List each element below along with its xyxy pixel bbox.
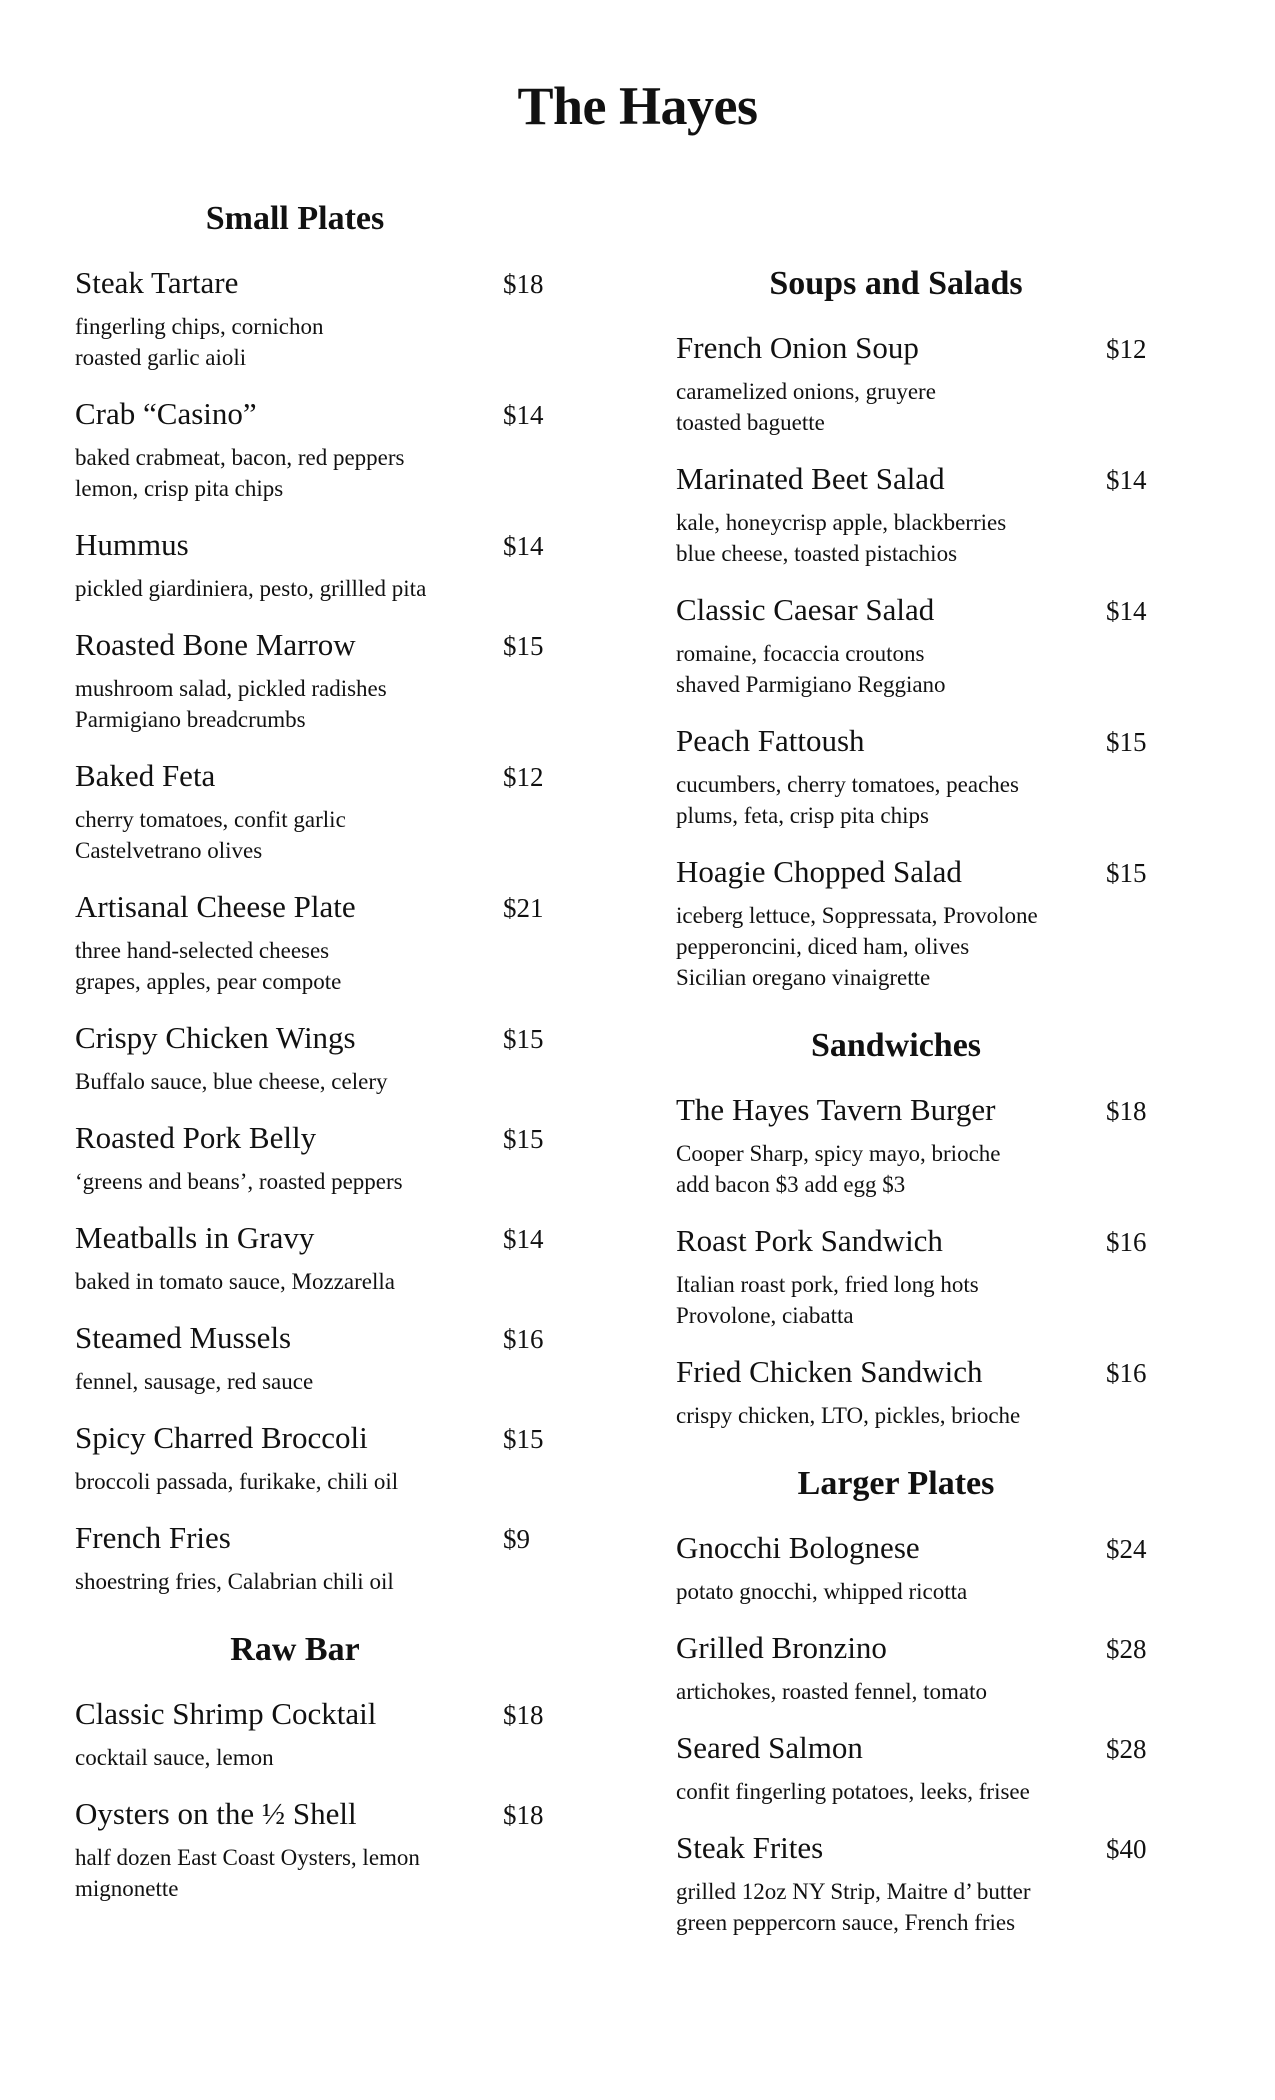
description-line: crispy chicken, LTO, pickles, brioche	[676, 1403, 1021, 1428]
menu-column-left	[75, 195, 575, 1927]
description-line: baked crabmeat, bacon, red peppers	[75, 445, 405, 470]
menu-item-description	[676, 1576, 1176, 1607]
menu-item-price: $16	[1106, 1227, 1147, 1257]
description-line: plums, feta, crisp pita chips	[676, 803, 929, 828]
menu-item-header	[75, 1120, 575, 1160]
description-line: caramelized onions, gruyere	[676, 379, 936, 404]
menu-item-price: $24	[1106, 1534, 1147, 1564]
menu-item	[75, 627, 575, 735]
menu-item-header	[676, 592, 1176, 632]
menu-item-description	[75, 673, 575, 735]
menu-item-price: $18	[503, 1700, 544, 1730]
menu-item-price: $15	[503, 1024, 544, 1054]
menu-item-name: Seared Salmon	[676, 1730, 863, 1765]
menu-item-header	[75, 1796, 575, 1836]
menu-item-description	[676, 1269, 1176, 1331]
menu-item	[75, 527, 575, 604]
description-line: Italian roast pork, fried long hots	[676, 1272, 979, 1297]
description-line: artichokes, roasted fennel, tomato	[676, 1679, 988, 1704]
description-line: kale, honeycrisp apple, blackberries	[676, 510, 1007, 535]
menu-item	[75, 1420, 575, 1497]
menu-item-name: Crispy Chicken Wings	[75, 1020, 356, 1055]
menu-item-price: $28	[1106, 1734, 1147, 1764]
menu-item-name: Crab “Casino”	[75, 396, 257, 431]
description-line: blue cheese, toasted pistachios	[676, 541, 958, 566]
description-line: Sicilian oregano vinaigrette	[676, 965, 931, 990]
description-line: shaved Parmigiano Reggiano	[676, 672, 946, 697]
menu-item	[676, 1630, 1176, 1707]
menu-item-description	[676, 507, 1176, 569]
menu-item	[676, 1530, 1176, 1607]
menu-item	[676, 723, 1176, 831]
menu-item-description	[75, 1742, 575, 1773]
menu-item-price: $18	[503, 269, 544, 299]
menu-item-description	[75, 442, 575, 504]
menu-item-price: $15	[503, 1424, 544, 1454]
description-line: broccoli passada, furikake, chili oil	[75, 1469, 399, 1494]
menu-item-description	[75, 1842, 575, 1904]
menu-item-header	[676, 330, 1176, 370]
menu-item	[676, 854, 1176, 993]
section-heading: Sandwiches	[810, 1027, 982, 1064]
menu-item-name: Spicy Charred Broccoli	[75, 1420, 368, 1455]
menu-item-header	[75, 265, 575, 305]
menu-item-name: Peach Fattoush	[676, 723, 865, 758]
menu-item-header	[75, 1420, 575, 1460]
menu-item-header	[75, 627, 575, 667]
description-line: Provolone, ciabatta	[676, 1303, 854, 1328]
menu-item-price: $14	[1106, 596, 1147, 626]
menu-item-price: $28	[1106, 1634, 1147, 1664]
description-line: roasted garlic aioli	[75, 345, 247, 370]
description-line: grilled 12oz NY Strip, Maitre d’ butter	[676, 1879, 1031, 1904]
menu-item-header	[676, 723, 1176, 763]
menu-item-name: Oysters on the ½ Shell	[75, 1796, 357, 1831]
description-line: ‘greens and beans’, roasted peppers	[75, 1169, 403, 1194]
menu-item-price: $15	[1106, 858, 1147, 888]
description-line: Castelvetrano olives	[75, 838, 263, 863]
menu-item-description	[75, 1266, 575, 1297]
description-line: mushroom salad, pickled radishes	[75, 676, 387, 701]
section-heading: Raw Bar	[230, 1631, 360, 1668]
menu-item	[676, 1092, 1176, 1200]
menu-item-name: Classic Caesar Salad	[676, 592, 935, 627]
menu-item-name: Hoagie Chopped Salad	[676, 854, 962, 889]
menu-item-name: Steak Frites	[676, 1830, 824, 1865]
description-line: fennel, sausage, red sauce	[75, 1369, 314, 1394]
description-line: toasted baguette	[676, 410, 825, 435]
menu-column-right	[676, 260, 1176, 1961]
menu-item-description	[75, 1566, 575, 1597]
menu-item-name: Roast Pork Sandwich	[676, 1223, 943, 1258]
description-line: lemon, crisp pita chips	[75, 476, 284, 501]
menu-item-description	[676, 376, 1176, 438]
menu-item-header	[676, 1530, 1176, 1570]
description-line: baked in tomato sauce, Mozzarella	[75, 1269, 395, 1294]
menu-item-name: Hummus	[75, 527, 189, 562]
menu-item-description	[75, 1366, 575, 1397]
menu-item-price: $16	[503, 1324, 544, 1354]
menu-item-name: Steamed Mussels	[75, 1320, 292, 1355]
menu-item-name: Classic Shrimp Cocktail	[75, 1696, 377, 1731]
menu-item-description	[676, 1138, 1176, 1200]
menu-item-header	[676, 1830, 1176, 1870]
menu-section-raw-bar	[75, 1626, 575, 1904]
menu-item	[75, 1220, 575, 1297]
menu-item-price: $15	[503, 1124, 544, 1154]
menu-item-price: $14	[503, 531, 544, 561]
menu-item-description	[676, 900, 1176, 993]
menu-item	[75, 396, 575, 504]
menu-item-header	[75, 1320, 575, 1360]
menu-item-name: Artisanal Cheese Plate	[75, 889, 356, 924]
menu-item-header	[676, 1730, 1176, 1770]
description-line: Buffalo sauce, blue cheese, celery	[75, 1069, 388, 1094]
menu-item	[75, 889, 575, 997]
menu-item-description	[676, 769, 1176, 831]
description-line: confit fingerling potatoes, leeks, frisee	[676, 1779, 1030, 1804]
menu-item	[75, 1020, 575, 1097]
menu-item-description	[75, 1466, 575, 1497]
menu-item	[676, 1730, 1176, 1807]
menu-item-name: French Onion Soup	[676, 330, 919, 365]
description-line: mignonette	[75, 1876, 179, 1901]
menu-item-description	[75, 573, 575, 604]
menu-item-name: Steak Tartare	[75, 265, 239, 300]
description-line: shoestring fries, Calabrian chili oil	[75, 1569, 394, 1594]
menu-item-header	[676, 1354, 1176, 1394]
menu-item-description	[676, 638, 1176, 700]
menu-item-description	[676, 1876, 1176, 1938]
menu-item-header	[75, 1520, 575, 1560]
menu-item-price: $14	[503, 400, 544, 430]
description-line: Parmigiano breadcrumbs	[75, 707, 306, 732]
menu-item-header	[676, 1223, 1176, 1263]
menu-item-name: The Hayes Tavern Burger	[676, 1092, 996, 1127]
description-line: pepperoncini, diced ham, olives	[676, 934, 970, 959]
menu-item-header	[676, 854, 1176, 894]
menu-section-sandwiches	[676, 1022, 1176, 1460]
menu-item-price: $12	[1106, 334, 1147, 364]
menu-item	[75, 1320, 575, 1397]
menu-item-price: $40	[1106, 1834, 1147, 1864]
menu-item	[75, 1696, 575, 1773]
description-line: fingerling chips, cornichon	[75, 314, 324, 339]
menu-item-description	[75, 1166, 575, 1197]
menu-item-header	[75, 1696, 575, 1736]
menu-item	[75, 1520, 575, 1597]
description-line: three hand-selected cheeses	[75, 938, 330, 963]
menu-item-price: $14	[1106, 465, 1147, 495]
menu-item-header	[75, 889, 575, 929]
restaurant-title: The Hayes	[517, 76, 758, 136]
menu-item-price: $15	[503, 631, 544, 661]
menu-item	[75, 758, 575, 866]
menu-item	[676, 592, 1176, 700]
menu-section-soups-and-salads	[676, 260, 1176, 1022]
description-line: iceberg lettuce, Soppressata, Provolone	[676, 903, 1038, 928]
menu-item-name: Roasted Bone Marrow	[75, 627, 356, 662]
description-line: romaine, focaccia croutons	[676, 641, 925, 666]
menu-item	[676, 461, 1176, 569]
description-line: green peppercorn sauce, French fries	[676, 1910, 1016, 1935]
menu-item	[75, 265, 575, 373]
menu-section-small-plates	[75, 195, 575, 1626]
menu-item-name: Fried Chicken Sandwich	[676, 1354, 983, 1389]
description-line: potato gnocchi, whipped ricotta	[676, 1579, 968, 1604]
menu-item-header	[75, 527, 575, 567]
menu-item-header	[75, 758, 575, 798]
section-heading: Soups and Salads	[769, 265, 1023, 302]
description-line: cherry tomatoes, confit garlic	[75, 807, 346, 832]
menu-item-price: $14	[503, 1224, 544, 1254]
menu-item-price: $16	[1106, 1358, 1147, 1388]
menu-section-larger-plates	[676, 1460, 1176, 1938]
menu-item-name: Baked Feta	[75, 758, 216, 793]
section-heading: Small Plates	[205, 200, 385, 237]
menu-item-price: $15	[1106, 727, 1147, 757]
menu-item-description	[676, 1676, 1176, 1707]
menu-item-price: $18	[1106, 1096, 1147, 1126]
menu-item-header	[75, 1020, 575, 1060]
menu-item-price: $18	[503, 1800, 544, 1830]
menu-item	[676, 1223, 1176, 1331]
menu-item-name: Grilled Bronzino	[676, 1630, 887, 1665]
description-line: add bacon $3 add egg $3	[676, 1172, 906, 1197]
description-line: cucumbers, cherry tomatoes, peaches	[676, 772, 1019, 797]
menu-item-description	[75, 311, 575, 373]
menu-item-price: $12	[503, 762, 544, 792]
menu-item-description	[676, 1776, 1176, 1807]
menu-item-price: $9	[503, 1524, 530, 1554]
menu-item	[676, 1830, 1176, 1938]
menu-item-description	[75, 804, 575, 866]
menu-item-name: French Fries	[75, 1520, 231, 1555]
description-line: Cooper Sharp, spicy mayo, brioche	[676, 1141, 1001, 1166]
menu-item-description	[75, 1066, 575, 1097]
menu-item-header	[676, 1630, 1176, 1670]
description-line: half dozen East Coast Oysters, lemon	[75, 1845, 420, 1870]
menu-item-name: Roasted Pork Belly	[75, 1120, 317, 1155]
description-line: grapes, apples, pear compote	[75, 969, 342, 994]
menu-item	[676, 1354, 1176, 1431]
menu-item	[75, 1796, 575, 1904]
description-line: cocktail sauce, lemon	[75, 1745, 274, 1770]
section-heading: Larger Plates	[797, 1465, 995, 1502]
menu-item-description	[75, 935, 575, 997]
menu-item-name: Meatballs in Gravy	[75, 1220, 315, 1255]
menu-item-price: $21	[503, 893, 544, 923]
menu-item-header	[676, 1092, 1176, 1132]
menu-item-name: Gnocchi Bolognese	[676, 1530, 920, 1565]
menu-item	[75, 1120, 575, 1197]
menu-item-name: Marinated Beet Salad	[676, 461, 945, 496]
menu-item-description	[676, 1400, 1176, 1431]
menu-item-header	[75, 396, 575, 436]
description-line: pickled giardiniera, pesto, grillled pita	[75, 576, 427, 601]
menu-item-header	[676, 461, 1176, 501]
menu-item	[676, 330, 1176, 438]
menu-item-header	[75, 1220, 575, 1260]
